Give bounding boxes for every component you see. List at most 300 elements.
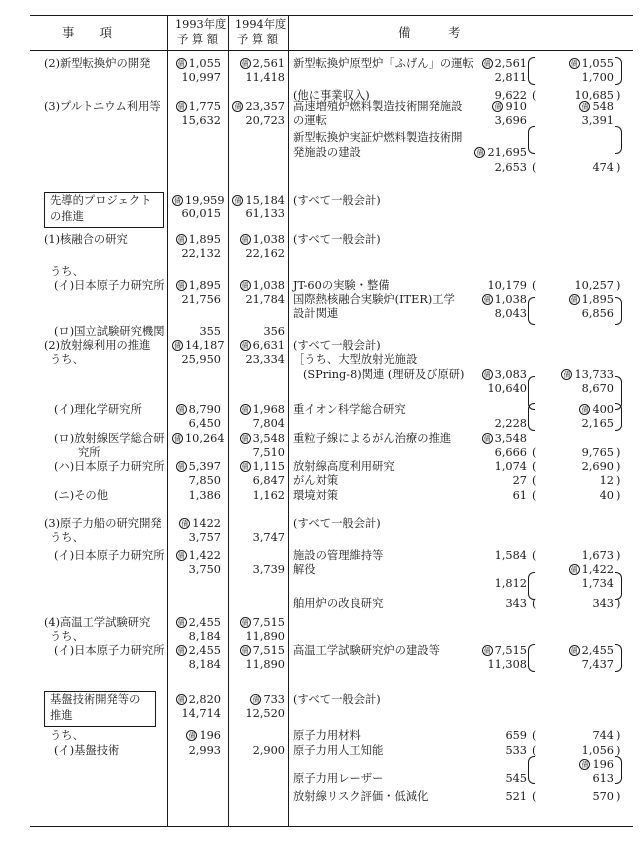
- remark-amount: [495, 114, 527, 128]
- row-label-text: (イ)日本原子力研究所: [54, 279, 165, 292]
- paren-close: ): [616, 549, 621, 562]
- remark-prior-amount: [592, 772, 614, 786]
- row-label: [50, 265, 84, 279]
- budget-1994-text: 15,184: [245, 194, 285, 207]
- debt-burden-mark: 債: [570, 295, 578, 304]
- debt-burden-mark: 債: [177, 281, 185, 290]
- budget-1994: [232, 100, 285, 114]
- debt-burden-mark: 債: [241, 405, 249, 414]
- budget-1994-text: 1,162: [252, 489, 285, 502]
- budget-1994-text: 23,334: [245, 353, 285, 366]
- remark-text-text: 新型転換炉原型炉「ふげん」の運転: [293, 57, 474, 70]
- remark-text: [293, 279, 390, 293]
- budget-1993: [172, 693, 221, 707]
- remark-prior-amount: [579, 100, 614, 114]
- debt-burden-mark: 債: [241, 341, 249, 350]
- bracket-right: [615, 297, 622, 325]
- paren-close: ): [616, 446, 621, 459]
- remark-prior-amount: [582, 307, 614, 321]
- remark-amount-text: 910: [505, 100, 527, 113]
- debt-burden-mark: 債: [177, 695, 185, 704]
- remark-text-text: がん対策: [293, 474, 339, 487]
- remark-text: [303, 368, 464, 382]
- remark-text: [293, 474, 338, 488]
- debt-burden-mark: 債: [252, 695, 260, 704]
- remark-amount-text: 11,308: [487, 658, 527, 671]
- budget-1994: [253, 744, 285, 758]
- debt-burden-mark: 債: [177, 59, 185, 68]
- section-title-text: 先導的プロジェクト: [50, 194, 152, 207]
- remark-amount-text: 2,811: [494, 71, 527, 84]
- remark-prior-amount-text: 10,685: [574, 89, 614, 102]
- remark-text: [293, 131, 462, 145]
- paren-open: (: [532, 729, 537, 742]
- debt-burden-mark: 債: [241, 646, 249, 655]
- remark-amount: [495, 71, 527, 85]
- remark-prior-amount: [582, 658, 614, 672]
- row-label: [50, 353, 84, 367]
- remark-amount-text: 343: [505, 597, 527, 610]
- remark-prior-amount: [592, 161, 614, 175]
- budget-1994: [245, 71, 285, 85]
- budget-1993-text: 2,455: [188, 644, 221, 657]
- header-item: 事 項: [62, 25, 113, 40]
- budget-1994: [245, 630, 285, 644]
- remark-amount: [487, 658, 527, 672]
- debt-burden-mark: 債: [177, 618, 185, 627]
- remark-text: [293, 517, 381, 531]
- budget-1993: [172, 233, 221, 247]
- budget-1993-text: 25,950: [181, 353, 221, 366]
- remark-text-text: 設計関連: [293, 307, 339, 320]
- remark-amount: [482, 432, 527, 446]
- remark-text-text: (すべて一般会計): [293, 339, 381, 352]
- budget-1994: [253, 417, 285, 431]
- budget-1994-text: 11,418: [245, 71, 285, 84]
- debt-burden-mark: 債: [570, 59, 578, 68]
- budget-1993: [181, 114, 221, 128]
- remark-text: [293, 114, 327, 128]
- debt-burden-mark: 債: [563, 370, 571, 379]
- row-label-text: (2)新型転換炉の開発: [44, 57, 151, 70]
- budget-1993: [181, 247, 221, 261]
- budget-1994: [253, 446, 285, 460]
- budget-1994-text: 11,890: [245, 630, 285, 643]
- row-label-text: (ニ)その他: [54, 489, 109, 502]
- row-label-text: (イ)基盤技術: [54, 744, 120, 757]
- paren-close: ): [616, 474, 621, 487]
- remark-text-text: 重イオン科学総合研究: [293, 403, 406, 416]
- remark-text-text: 高速増殖炉燃料製造技術開発施設: [293, 100, 463, 113]
- debt-burden-mark: 債: [483, 434, 491, 443]
- budget-1993-text: 8,184: [188, 630, 221, 643]
- paren-close: ): [616, 89, 621, 102]
- debt-burden-mark: 債: [483, 295, 491, 304]
- remark-text: [293, 772, 383, 786]
- remark-text-text: ［うち、大型放射光施設: [293, 353, 418, 366]
- remark-text-text: 解役: [293, 563, 316, 576]
- header-remarks: 備 考: [398, 25, 461, 40]
- row-label-text: うち、: [50, 265, 84, 278]
- paren-open: (: [532, 489, 537, 502]
- paren-open: (: [532, 549, 537, 562]
- budget-1994: [232, 432, 285, 446]
- section-title: [50, 194, 151, 208]
- remark-amount: [482, 57, 527, 71]
- debt-burden-mark: 債: [241, 59, 249, 68]
- remark-amount-text: 2,561: [494, 57, 527, 70]
- paren-open: (: [532, 460, 537, 473]
- remark-amount-text: 61: [512, 489, 527, 502]
- debt-burden-mark: 債: [581, 102, 589, 111]
- remark-amount-text: 2,653: [494, 161, 527, 174]
- budget-1993: [172, 57, 221, 71]
- remark-text-text: 放射線リスク評価・低減化: [293, 790, 429, 803]
- budget-1994: [245, 114, 285, 128]
- row-label-text: (ロ)国立試験研究機関: [54, 325, 165, 338]
- remark-amount: [505, 597, 527, 611]
- budget-1993: [189, 489, 221, 503]
- budget-1994-text: 1,038: [252, 233, 285, 246]
- paren-close: ): [616, 729, 621, 742]
- remark-prior-amount-text: 2,165: [581, 417, 614, 430]
- row-label-text: (ハ)日本原子力研究所: [54, 460, 165, 473]
- remark-amount: [505, 790, 527, 804]
- remark-amount: [474, 146, 527, 160]
- remark-amount: [495, 577, 527, 591]
- remark-amount: [482, 293, 527, 307]
- remark-prior-amount: [600, 474, 614, 488]
- budget-1994-text: 3,747: [252, 531, 285, 544]
- remark-amount-text: 9,622: [494, 89, 527, 102]
- paren-open: (: [532, 597, 537, 610]
- budget-1993: [172, 100, 221, 114]
- row-label-text: (1)核融合の研究: [44, 233, 128, 246]
- remark-prior-amount-text: 343: [592, 597, 614, 610]
- paren-open: (: [532, 89, 537, 102]
- budget-1993: [172, 339, 225, 353]
- budget-1994-text: 12,520: [245, 707, 285, 720]
- remark-text: [293, 57, 474, 71]
- remark-amount-text: 1,584: [494, 549, 527, 562]
- debt-burden-mark: 債: [241, 618, 249, 627]
- budget-1994: [232, 57, 285, 71]
- remark-text: [293, 146, 361, 160]
- remark-amount-text: 521: [505, 790, 527, 803]
- remark-text-text: 放射線高度利用研究: [293, 460, 395, 473]
- remark-text: [293, 563, 316, 577]
- remark-prior-amount: [569, 644, 614, 658]
- budget-1993-text: 6,450: [188, 417, 221, 430]
- budget-1994-text: 1,115: [252, 460, 285, 473]
- remark-text-text: 国際熱核融合実験炉(ITER)工学: [293, 293, 455, 306]
- budget-1993: [172, 194, 225, 208]
- remark-amount: [495, 549, 527, 563]
- remark-prior-amount: [569, 563, 614, 577]
- remark-amount: [482, 368, 527, 382]
- column-divider-1: [167, 15, 168, 826]
- row-label-text: 究所: [78, 446, 101, 459]
- remark-prior-amount-text: 744: [592, 729, 614, 742]
- budget-1994-text: 2,561: [252, 57, 285, 70]
- remark-text-text: (他に事業収入): [293, 89, 370, 102]
- row-label: [50, 531, 84, 545]
- budget-1993-text: 3,750: [188, 563, 221, 576]
- debt-burden-mark: 債: [181, 519, 189, 528]
- budget-1994: [232, 279, 285, 293]
- paren-close: ): [616, 489, 621, 502]
- budget-1993: [189, 474, 221, 488]
- row-label: [44, 233, 128, 247]
- row-label: [54, 549, 165, 563]
- paren-open: (: [532, 474, 537, 487]
- remark-text: [293, 293, 455, 307]
- remark-amount: [505, 744, 527, 758]
- row-label-text: うち、: [50, 630, 84, 643]
- section-title-text: 基盤技術開発等の: [50, 693, 141, 706]
- debt-burden-mark: 債: [174, 341, 181, 350]
- remark-prior-amount-text: 1,056: [581, 744, 614, 757]
- debt-burden-mark: 債: [177, 405, 185, 414]
- debt-burden-mark: 債: [570, 646, 578, 655]
- bracket-left: [528, 572, 535, 600]
- remark-text: [293, 432, 451, 446]
- budget-1994: [253, 531, 285, 545]
- budget-1993-text: 1,422: [188, 549, 221, 562]
- debt-burden-mark: 債: [174, 434, 181, 443]
- budget-1994-text: 23,357: [245, 100, 285, 113]
- budget-1993: [199, 325, 221, 339]
- section-title-text: の推進: [50, 210, 84, 223]
- remark-amount-text: 10,179: [487, 279, 527, 292]
- remark-amount: [495, 307, 527, 321]
- remark-prior-amount-text: 10,257: [574, 279, 614, 292]
- remark-amount-text: 8,043: [494, 307, 527, 320]
- bracket-left: [528, 644, 535, 672]
- remark-prior-amount: [592, 597, 614, 611]
- remark-text: [293, 307, 338, 321]
- budget-1994: [245, 247, 285, 261]
- remark-prior-amount-text: 474: [592, 161, 614, 174]
- remark-prior-amount-text: 3,391: [581, 114, 614, 127]
- table-bottom-rule: [30, 826, 633, 827]
- remark-amount-text: 21,695: [487, 146, 527, 159]
- remark-text-text: の運転: [293, 114, 327, 127]
- budget-1993: [172, 403, 221, 417]
- budget-1993-text: 10,997: [181, 71, 221, 84]
- remark-text: [293, 100, 462, 114]
- remark-prior-amount-text: 6,856: [581, 307, 614, 320]
- budget-1993-text: 196: [199, 729, 221, 742]
- budget-1994-text: 7,515: [252, 616, 285, 629]
- budget-1993-text: 14,187: [185, 339, 225, 352]
- remark-prior-amount-text: 570: [592, 790, 614, 803]
- remark-prior-amount: [582, 71, 614, 85]
- budget-1993-text: 2,820: [188, 693, 221, 706]
- remark-text-text: 発施設の建設: [293, 146, 361, 159]
- budget-1994: [232, 403, 285, 417]
- remark-amount-text: 659: [505, 729, 527, 742]
- row-label: [78, 446, 101, 460]
- row-label-text: (2)放射線利用の推進: [44, 339, 151, 352]
- budget-1993: [172, 279, 221, 293]
- debt-burden-mark: 債: [476, 148, 484, 157]
- debt-burden-mark: 債: [241, 434, 249, 443]
- remark-prior-amount: [579, 403, 614, 417]
- paren-open: (: [532, 790, 537, 803]
- remark-text-text: 原子力用材料: [293, 729, 361, 742]
- budget-1993: [172, 616, 221, 630]
- remark-prior-amount: [592, 790, 614, 804]
- remark-text-text: 重粒子線によるがん治療の推進: [293, 432, 452, 445]
- debt-burden-mark: 債: [234, 196, 242, 205]
- paren-close: ): [616, 790, 621, 803]
- remark-amount: [505, 772, 527, 786]
- bracket-right: [615, 403, 622, 431]
- debt-burden-mark: 債: [581, 405, 589, 414]
- remark-prior-amount: [579, 758, 614, 772]
- header-1993-year: 1993年度: [175, 18, 227, 31]
- remark-amount: [495, 460, 527, 474]
- debt-burden-mark: 債: [177, 646, 185, 655]
- row-label-text: (ロ)放射線医学総合研: [54, 432, 165, 445]
- debt-burden-mark: 債: [494, 102, 502, 111]
- remark-text-text: 施設の管理維持等: [293, 549, 384, 562]
- row-label: [44, 517, 162, 531]
- budget-1994-text: 61,133: [245, 207, 285, 220]
- budget-1993-text: 2,993: [188, 744, 221, 757]
- remark-amount: [495, 161, 527, 175]
- remark-prior-amount-text: 1,895: [581, 293, 614, 306]
- budget-1994: [232, 693, 285, 707]
- budget-1994: [245, 707, 285, 721]
- budget-1993-text: 15,632: [181, 114, 221, 127]
- remark-amount: [495, 446, 527, 460]
- section-title: [50, 709, 73, 723]
- remark-text: [293, 460, 395, 474]
- paren-close: ): [616, 161, 621, 174]
- remark-prior-amount-text: 12: [599, 474, 614, 487]
- budget-1993-text: 8,184: [188, 658, 221, 671]
- budget-1994-text: 1,038: [252, 279, 285, 292]
- budget-1993: [181, 71, 221, 85]
- remark-text: [293, 403, 406, 417]
- budget-1994: [245, 658, 285, 672]
- remark-prior-amount: [592, 729, 614, 743]
- row-label: [54, 325, 165, 339]
- remark-text-text: 原子力用レーザー: [293, 772, 384, 785]
- budget-1993: [189, 563, 221, 577]
- row-label-text: うち、: [50, 531, 84, 544]
- remark-prior-amount-text: 2,690: [581, 460, 614, 473]
- remark-prior-amount-text: 196: [592, 758, 614, 771]
- remark-prior-amount-text: 13,733: [574, 368, 614, 381]
- row-label: [54, 744, 119, 758]
- remark-prior-amount: [582, 446, 614, 460]
- paren-open: (: [532, 279, 537, 292]
- header-1994-budget: 予 算 額: [237, 33, 279, 46]
- bracket-right: [615, 644, 622, 672]
- budget-1993: [181, 353, 221, 367]
- remark-text-text: (すべて一般会計): [293, 233, 381, 246]
- budget-1994-text: 20,723: [245, 114, 285, 127]
- budget-1993-text: 60,015: [181, 207, 221, 220]
- row-label-text: (イ)理化学研究所: [54, 403, 142, 416]
- remark-prior-amount-text: 1,055: [581, 57, 614, 70]
- budget-1994-text: 11,890: [245, 658, 285, 671]
- header-1993-budget: 予 算 額: [177, 33, 219, 46]
- remark-prior-amount: [582, 460, 614, 474]
- row-label-text: うち、: [50, 729, 84, 742]
- row-label: [54, 644, 165, 658]
- remark-prior-amount: [582, 744, 614, 758]
- budget-1994: [245, 207, 285, 221]
- remark-prior-amount: [600, 489, 614, 503]
- remark-text-text: (SPring-8)関連 (理研及び原研): [303, 368, 465, 381]
- budget-1993: [181, 207, 221, 221]
- remark-text-text: 高温工学試験研究炉の建設等: [293, 644, 440, 657]
- debt-burden-mark: 債: [241, 462, 249, 471]
- row-label-text: (3)原子力船の研究開発: [44, 517, 162, 530]
- budget-1994-text: 6,847: [252, 474, 285, 487]
- debt-burden-mark: 債: [483, 59, 491, 68]
- header-1994-year: 1994年度: [235, 18, 287, 31]
- budget-1994: [232, 233, 285, 247]
- budget-1993: [172, 517, 221, 531]
- budget-1994-text: 7,804: [252, 417, 285, 430]
- row-label: [44, 100, 161, 114]
- remark-prior-amount-text: 40: [599, 489, 614, 502]
- bracket-left: [528, 297, 535, 325]
- row-label: [50, 729, 84, 743]
- debt-burden-mark: 債: [234, 102, 242, 111]
- remark-amount-text: 10,640: [487, 382, 527, 395]
- remark-amount-text: 27: [512, 474, 527, 487]
- row-label: [54, 403, 142, 417]
- remark-text: [293, 489, 338, 503]
- budget-1994-text: 2,900: [252, 744, 285, 757]
- budget-1993: [189, 417, 221, 431]
- debt-burden-mark: 債: [241, 235, 249, 244]
- debt-burden-mark: 債: [188, 731, 196, 740]
- paren-open: (: [532, 446, 537, 459]
- bracket-left: [528, 126, 535, 154]
- debt-burden-mark: 債: [483, 646, 491, 655]
- remark-amount-text: 2,228: [494, 417, 527, 430]
- debt-burden-mark: 債: [570, 565, 578, 574]
- budget-1993-text: 1,895: [188, 279, 221, 292]
- row-label: [44, 616, 150, 630]
- budget-1993: [172, 460, 221, 474]
- budget-1993-text: 21,756: [181, 293, 221, 306]
- budget-1994-text: 7,515: [252, 644, 285, 657]
- bracket-left: [528, 57, 535, 85]
- budget-1994-text: 1,968: [252, 403, 285, 416]
- remark-amount: [495, 417, 527, 431]
- budget-1994-text: 3,739: [252, 563, 285, 576]
- remark-prior-amount-text: 548: [592, 100, 614, 113]
- remark-prior-amount-text: 8,670: [581, 382, 614, 395]
- remark-text-text: (すべて一般会計): [293, 517, 381, 530]
- budget-1994: [232, 616, 285, 630]
- row-label: [54, 279, 165, 293]
- remark-amount: [487, 279, 527, 293]
- paren-open: (: [532, 744, 537, 757]
- budget-1993-text: 22,132: [181, 247, 221, 260]
- budget-1993-text: 1,055: [188, 57, 221, 70]
- budget-1994: [245, 353, 285, 367]
- remark-prior-amount-text: 1,422: [581, 563, 614, 576]
